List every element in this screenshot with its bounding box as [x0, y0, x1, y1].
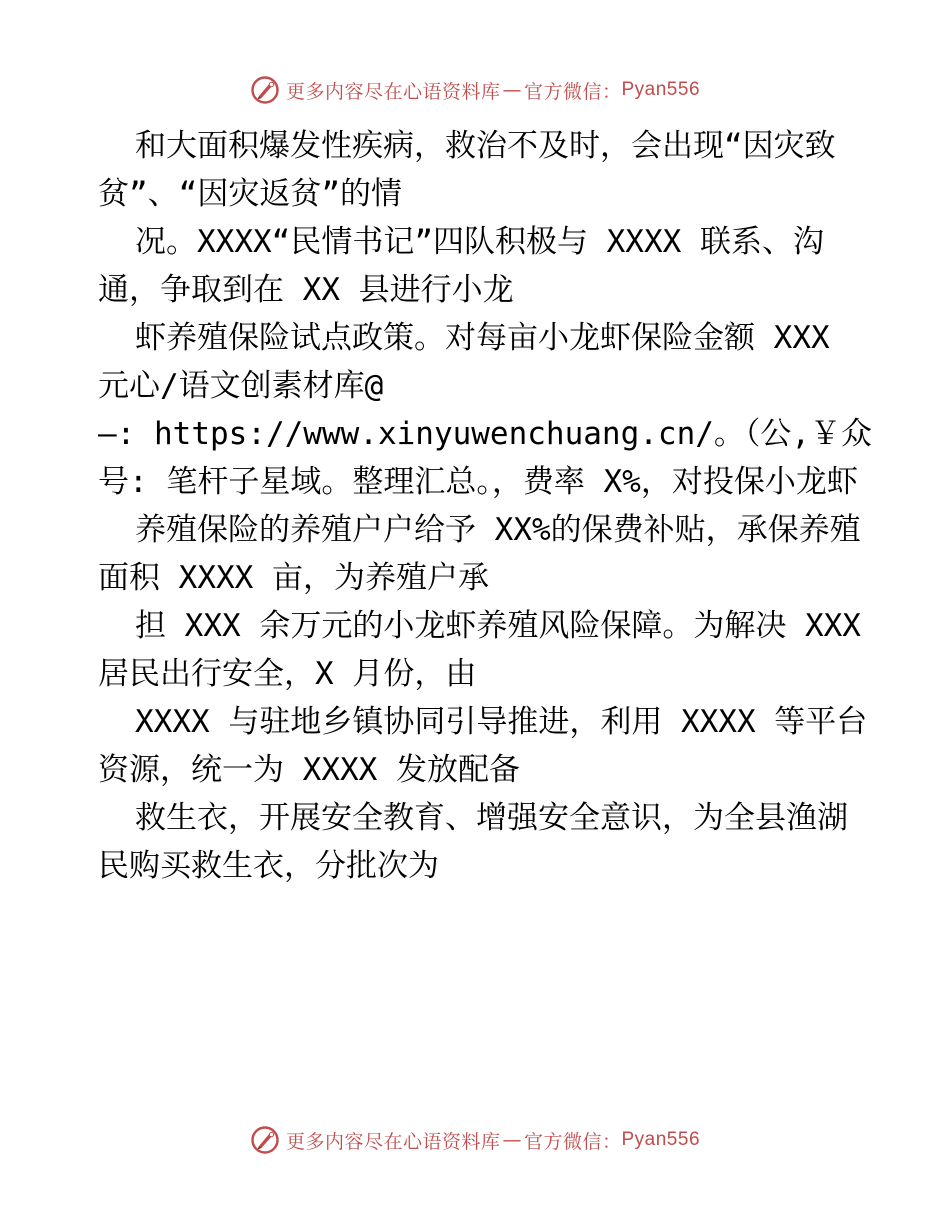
paragraph: —: https://www.xinyuwenchuang.cn/。（公,￥众号: 笔杆子星域。整理汇总。，费率 X%，对投保小龙虾 — [98, 416, 873, 500]
banner-separator: — — [502, 1129, 522, 1151]
brand-logo-icon — [250, 1125, 280, 1155]
brand-logo-icon — [250, 75, 280, 105]
document-body — [98, 122, 878, 890]
paragraph: 虾养殖保险试点政策。对每亩小龙虾保险金额 XXX 元心/语文创素材库@ — [98, 320, 849, 404]
paragraph: 救生衣，开展安全教育、增强安全意识，为全县渔湖民购买救生衣，分批次为 — [98, 800, 848, 884]
paragraph: XXXX 与驻地乡镇协同引导推进，利用 XXXX 等平台资源，统一为 XXXX 发放配备 — [98, 704, 868, 788]
header-watermark-banner — [0, 70, 950, 110]
wechat-label: 官方微信： — [523, 1130, 622, 1153]
paragraph: 况。XXXX“民情书记”四队积极与 XXXX 联系、沟通，争取到在 XX 县进行小龙 — [98, 224, 824, 308]
banner-text: 更多内容尽在心语资料库 — [285, 80, 501, 103]
wechat-label: 官方微信： — [523, 80, 622, 103]
paragraph: 担 XXX 余万元的小龙虾养殖风险保障。为解决 XXX 居民出行安全，X 月份，由 — [98, 608, 880, 692]
banner-text: 更多内容尽在心语资料库 — [285, 1130, 501, 1153]
footer-watermark-banner — [0, 1120, 950, 1160]
paragraph: 和大面积爆发性疾病，救治不及时，会出现“因灾致贫”、“因灾返贫”的情 — [98, 128, 836, 212]
banner-separator: — — [502, 79, 522, 101]
paragraph: 养殖保险的养殖户户给予 XX%的保费补贴，承保养殖面积 XXXX 亩，为养殖户承 — [98, 512, 861, 596]
wechat-id: Pyan556 — [621, 1129, 701, 1150]
wechat-id: Pyan556 — [621, 79, 701, 100]
